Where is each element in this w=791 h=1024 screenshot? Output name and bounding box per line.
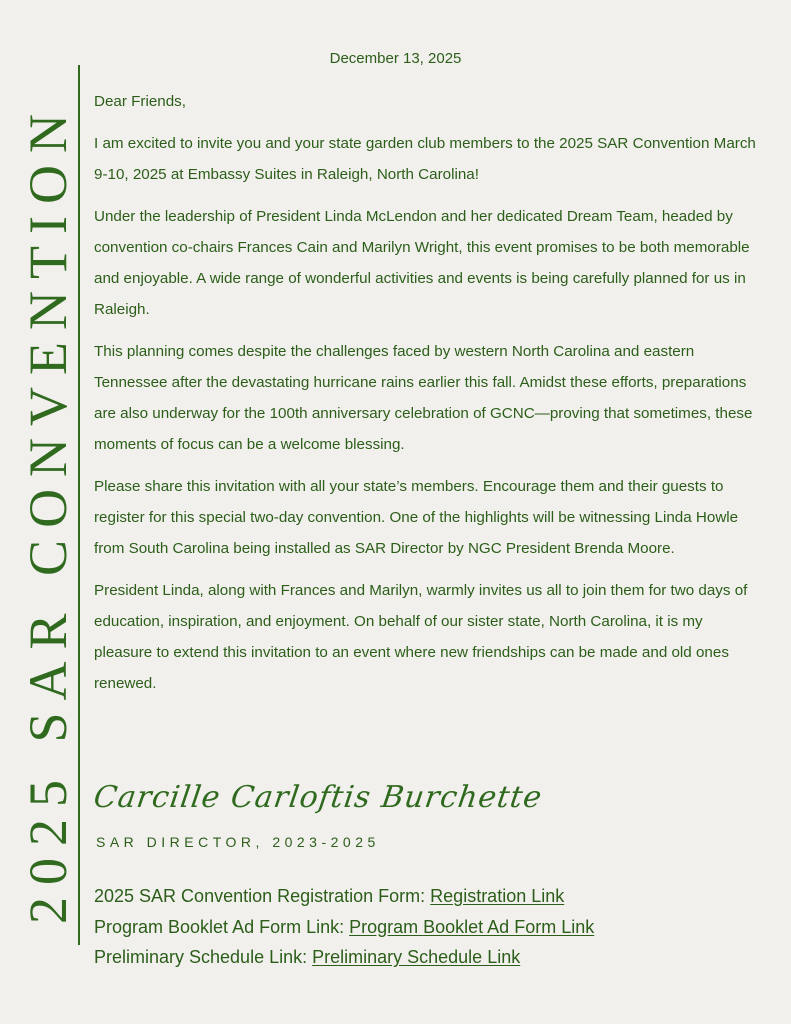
schedule-link[interactable]: Preliminary Schedule Link [312, 947, 521, 967]
vertical-divider [78, 65, 80, 945]
schedule-label: Preliminary Schedule Link: [94, 947, 313, 967]
registration-label: 2025 SAR Convention Registration Form: [94, 886, 431, 906]
paragraph-3: This planning comes despite the challenges faced by western North Carolina and eastern Tennessee after the devastating hurricane rains earlier this fall. Amidst these efforts, preparations are also underway for the 100th anniversary celebration of GCNC—proving that sometimes, these moments of focus can be a welcome blessing. [94, 343, 753, 453]
program-booklet-label: Program Booklet Ad Form Link: [94, 916, 350, 937]
letter-date: December 13, 2025 [329, 50, 462, 67]
signature: Carcille Carloftis Burchette [91, 780, 545, 815]
schedule-link-row [94, 942, 594, 973]
registration-link[interactable]: Registration Link [430, 886, 565, 906]
greeting: Dear Friends, [94, 93, 187, 110]
paragraph-1: I am excited to invite you and your state garden club members to the 2025 SAR Convention March 9-10, 2025 at Embassy Suites in Raleigh, North Carolina! [94, 135, 756, 183]
program-booklet-link-row [94, 912, 594, 943]
links-section [94, 881, 594, 973]
paragraph-2: Under the leadership of President Linda McLendon and her dedicated Dream Team, headed by convention co-chairs Frances Cain and Marilyn Wright, this event promises to be both memorable and enjoyable. A wide range of wonderful activities and events is being carefully planned for us in Raleigh. [94, 208, 750, 318]
signer-role: SAR DIRECTOR, 2023-2025 [96, 834, 380, 850]
letter-body [94, 86, 764, 710]
paragraph-5: President Linda, along with Frances and Marilyn, warmly invites us all to join them for two days of education, inspiration, and enjoyment. On behalf of our sister state, North Carolina, it is my pleasure to extend this invitation to an event where new friendships can be made and old ones renewed. [94, 582, 748, 692]
paragraph-4: Please share this invitation with all your state’s members. Encourage them and their guests to register for this special two-day convention. One of the highlights will be witnessing Linda Howle from South Carolina being installed as SAR Director by NGC President Brenda Moore. [94, 478, 739, 557]
program-booklet-link[interactable]: Program Booklet Ad Form Link [349, 916, 595, 937]
vertical-title: 2025 SAR CONVENTION [18, 102, 78, 924]
registration-link-row [94, 881, 594, 912]
